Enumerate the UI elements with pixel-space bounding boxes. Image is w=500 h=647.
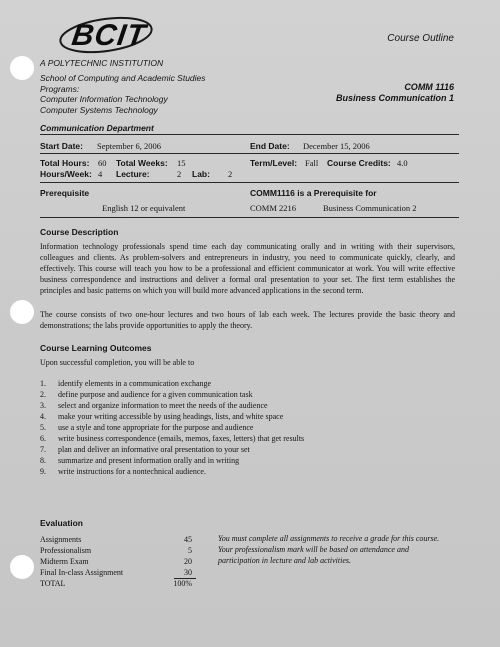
item-number: 8. — [40, 456, 46, 465]
item-number: 2. — [40, 390, 46, 399]
item-number: 6. — [40, 434, 46, 443]
course-heading — [336, 82, 454, 104]
learning-outcomes-intro: Upon successful completion, you will be able to — [40, 358, 195, 367]
item-text: make your writing accessible by using headings, lists, and white space — [58, 412, 284, 421]
prerequisite-for-label: COMM1116 is a Prerequisite for — [250, 188, 377, 198]
start-date-value: September 6, 2006 — [97, 141, 161, 151]
term-level-label: Term/Level: — [250, 158, 298, 168]
hours-week-label: Hours/Week: — [40, 169, 92, 179]
item-text: select and organize information to meet the needs of the audience — [58, 401, 268, 410]
hours-week-value: 4 — [98, 169, 103, 179]
item-text: use a style and tone appropriate for the purpose and audience — [58, 423, 254, 432]
item-number: 3. — [40, 401, 46, 410]
item-text: define purpose and audience for a given communication task — [58, 390, 253, 399]
course-description-paragraph: The course consists of two one-hour lectures and two hours of lab each week. The lectures provide the basic theory and demonstrations; the labs provide opportunities to apply the theory. — [40, 310, 455, 330]
lecture-label: Lecture: — [116, 169, 150, 179]
term-level-value: Fall — [305, 158, 319, 168]
logo-wordmark: BCIT — [69, 19, 149, 52]
row-name: Final In-class Assignment — [40, 568, 124, 577]
table-row — [40, 545, 198, 556]
course-description-paragraph: Information technology professionals spend time each day communicating orally and in writing with their supervisors, colleagues and clients. As problem-solvers and entrepreneurs in industry, you need to communicate quickly, clearly, and effectively. This course will teach you how to be a professional and efficient communicator at work. You will write effective business correspondence and instructions and deliver a formal oral presentation to your set. The first term establishes the principles and basic patterns on which you will build more advanced applications in the second term. — [40, 242, 455, 295]
item-number: 1. — [40, 379, 46, 388]
total-hours-label: Total Hours: — [40, 158, 90, 168]
institution-tagline: A POLYTECHNIC INSTITUTION — [40, 58, 164, 68]
prerequisite-for-name: Business Communication 2 — [323, 203, 417, 213]
list-item — [40, 422, 460, 433]
item-text: identify elements in a communication exchange — [58, 379, 212, 388]
program-name: Computer Systems Technology — [40, 104, 158, 115]
list-item — [40, 455, 460, 466]
lecture-value: 2 — [177, 169, 182, 179]
table-row — [40, 567, 198, 578]
lab-value: 2 — [228, 169, 233, 179]
school-name: School of Computing and Academic Studies — [40, 73, 206, 83]
school-info — [40, 73, 206, 115]
binder-hole-top — [10, 56, 34, 80]
item-text: plan and deliver an informative oral presentation to your set — [58, 445, 250, 454]
table-row — [40, 578, 198, 589]
row-name: TOTAL — [40, 579, 66, 588]
row-name: Professionalism — [40, 546, 92, 555]
row-name: Midterm Exam — [40, 557, 89, 566]
learning-outcomes-title: Course Learning Outcomes — [40, 343, 152, 353]
table-row — [40, 534, 198, 545]
item-number: 5. — [40, 423, 46, 432]
item-text: write business correspondence (emails, memos, faxes, letters) that get results — [58, 434, 305, 443]
row-weight: 30 — [184, 568, 192, 577]
total-weeks-value: 15 — [177, 158, 186, 168]
item-text: write instructions for a nontechnical audience. — [58, 467, 206, 476]
course-credits-value: 4.0 — [397, 158, 408, 168]
end-date-label: End Date: — [250, 141, 290, 151]
prerequisite-value: English 12 or equivalent — [102, 203, 186, 213]
divider — [40, 182, 459, 183]
lab-label: Lab: — [192, 169, 210, 179]
prerequisite-for-code: COMM 2216 — [250, 203, 297, 213]
binder-hole-middle — [10, 300, 34, 324]
binder-hole-bottom — [10, 555, 34, 579]
list-item — [40, 433, 460, 444]
divider — [40, 153, 459, 154]
evaluation-title: Evaluation — [40, 518, 83, 528]
program-name: Computer Information Technology — [40, 94, 168, 104]
list-item — [40, 466, 460, 477]
item-number: 4. — [40, 412, 46, 421]
learning-outcomes-list — [40, 378, 460, 477]
course-title: Business Communication 1 — [335, 93, 454, 103]
total-underline — [174, 578, 196, 579]
start-date-label: Start Date: — [40, 141, 83, 151]
course-code: COMM 1116 — [404, 82, 454, 92]
document-type: Course Outline — [387, 33, 454, 44]
divider — [40, 217, 459, 218]
prerequisite-label: Prerequisite — [40, 188, 90, 198]
row-weight: 100% — [173, 579, 192, 588]
evaluation-table — [40, 534, 198, 589]
table-row — [40, 556, 198, 567]
item-text: summarize and present information orally and in writing — [58, 456, 240, 465]
item-number: 7. — [40, 445, 46, 454]
course-description-title: Course Description — [40, 227, 119, 237]
row-weight: 5 — [188, 546, 192, 555]
list-item — [40, 411, 460, 422]
total-hours-value: 60 — [98, 158, 107, 168]
bcit-logo — [58, 14, 154, 56]
row-weight: 20 — [184, 557, 192, 566]
row-weight: 45 — [184, 535, 192, 544]
course-credits-label: Course Credits: — [327, 158, 391, 168]
item-number: 9. — [40, 467, 46, 476]
divider — [40, 134, 459, 135]
end-date-value: December 15, 2006 — [303, 141, 370, 151]
evaluation-note: You must complete all assignments to receive a grade for this course. Your professionalism mark will be based on attendance and participation in lecture and lab activities. — [218, 534, 440, 565]
total-weeks-label: Total Weeks: — [116, 158, 168, 168]
row-name: Assignments — [40, 535, 82, 544]
list-item — [40, 400, 460, 411]
list-item — [40, 444, 460, 455]
programs-label: Programs: — [40, 83, 80, 94]
department-name: Communication Department — [40, 123, 154, 133]
list-item — [40, 378, 460, 389]
list-item — [40, 389, 460, 400]
